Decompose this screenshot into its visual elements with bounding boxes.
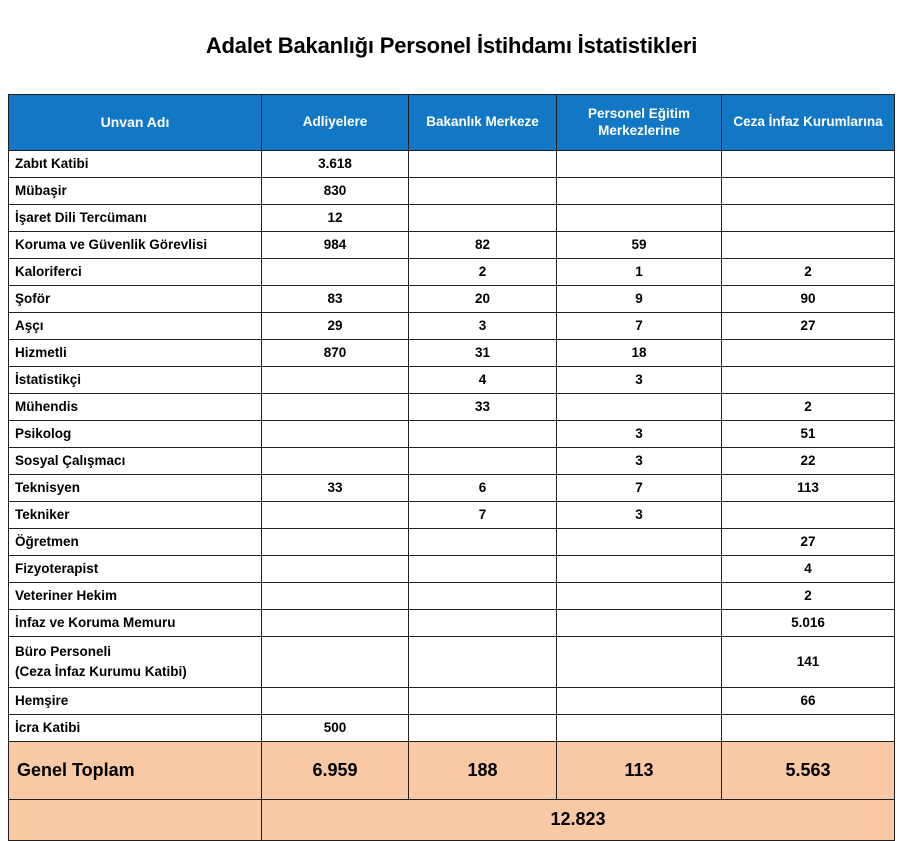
cell-adliyelere: 500	[262, 715, 409, 742]
cell-personel-egitim-merkezlerine	[557, 556, 722, 583]
cell-adliyelere: 830	[262, 178, 409, 205]
cell-bakanlik-merkeze	[409, 688, 557, 715]
table-row	[9, 529, 895, 556]
total-cell-personel-egitim-merkezlerine: 113	[557, 742, 722, 800]
cell-bakanlik-merkeze	[409, 178, 557, 205]
table-row	[9, 367, 895, 394]
cell-ceza-infaz-kurumlarina: 51	[722, 421, 895, 448]
cell-bakanlik-merkeze: 20	[409, 286, 557, 313]
column-header-line-2: Eğitim Merkezlerine	[598, 106, 691, 138]
table-row	[9, 340, 895, 367]
cell-bakanlik-merkeze	[409, 583, 557, 610]
cell-adliyelere	[262, 688, 409, 715]
column-header-line-2: Kurumlarına	[803, 114, 883, 130]
table-row	[9, 610, 895, 637]
cell-adliyelere	[262, 529, 409, 556]
table-row	[9, 205, 895, 232]
cell-adliyelere	[262, 259, 409, 286]
cell-personel-egitim-merkezlerine	[557, 583, 722, 610]
cell-adliyelere: 984	[262, 232, 409, 259]
cell-personel-egitim-merkezlerine	[557, 637, 722, 688]
cell-unvan-adi: Teknisyen	[9, 475, 262, 502]
cell-unvan-adi: Psikolog	[9, 421, 262, 448]
table-row	[9, 715, 895, 742]
cell-ceza-infaz-kurumlarina: 2	[722, 583, 895, 610]
cell-unvan-adi: İşaret Dili Tercümanı	[9, 205, 262, 232]
cell-label-line-1: Büro Personeli	[15, 644, 112, 660]
cell-personel-egitim-merkezlerine: 18	[557, 340, 722, 367]
cell-adliyelere	[262, 421, 409, 448]
cell-personel-egitim-merkezlerine	[557, 178, 722, 205]
cell-bakanlik-merkeze: 33	[409, 394, 557, 421]
personnel-statistics-table	[8, 94, 895, 841]
total-cell-bakanlik-merkeze: 188	[409, 742, 557, 800]
cell-bakanlik-merkeze	[409, 637, 557, 688]
cell-personel-egitim-merkezlerine: 7	[557, 313, 722, 340]
column-header-line-1: Personel	[587, 106, 645, 122]
page-title: Adalet Bakanlığı Personel İstihdamı İstatistikleri	[205, 33, 698, 58]
cell-bakanlik-merkeze	[409, 151, 557, 178]
table-row	[9, 688, 895, 715]
cell-adliyelere	[262, 367, 409, 394]
cell-personel-egitim-merkezlerine: 59	[557, 232, 722, 259]
cell-ceza-infaz-kurumlarina: 90	[722, 286, 895, 313]
cell-ceza-infaz-kurumlarina: 141	[722, 637, 895, 688]
cell-ceza-infaz-kurumlarina	[722, 151, 895, 178]
table-row	[9, 151, 895, 178]
table-row	[9, 286, 895, 313]
cell-personel-egitim-merkezlerine	[557, 688, 722, 715]
cell-unvan-adi: İnfaz ve Koruma Memuru	[9, 610, 262, 637]
column-header-ceza-infaz-kurumlarina	[722, 95, 895, 151]
cell-adliyelere: 33	[262, 475, 409, 502]
total-cell-ceza-infaz-kurumlarina: 5.563	[722, 742, 895, 800]
grand-total-blank-cell	[9, 800, 262, 841]
cell-bakanlik-merkeze	[409, 205, 557, 232]
table-row	[9, 421, 895, 448]
cell-adliyelere	[262, 448, 409, 475]
cell-ceza-infaz-kurumlarina	[722, 178, 895, 205]
statistics-table-container	[8, 94, 894, 841]
table-body	[9, 151, 895, 841]
total-row-label: Genel Toplam	[9, 742, 262, 800]
cell-bakanlik-merkeze: 2	[409, 259, 557, 286]
cell-bakanlik-merkeze	[409, 715, 557, 742]
cell-adliyelere	[262, 637, 409, 688]
cell-unvan-adi: İcra Katibi	[9, 715, 262, 742]
cell-adliyelere: 12	[262, 205, 409, 232]
cell-ceza-infaz-kurumlarina	[722, 367, 895, 394]
cell-personel-egitim-merkezlerine: 9	[557, 286, 722, 313]
cell-ceza-infaz-kurumlarina	[722, 205, 895, 232]
table-row	[9, 637, 895, 688]
table-row	[9, 556, 895, 583]
cell-adliyelere	[262, 502, 409, 529]
cell-bakanlik-merkeze	[409, 421, 557, 448]
cell-adliyelere: 870	[262, 340, 409, 367]
cell-personel-egitim-merkezlerine	[557, 394, 722, 421]
cell-ceza-infaz-kurumlarina	[722, 232, 895, 259]
cell-bakanlik-merkeze: 3	[409, 313, 557, 340]
cell-bakanlik-merkeze: 82	[409, 232, 557, 259]
cell-ceza-infaz-kurumlarina: 27	[722, 313, 895, 340]
cell-personel-egitim-merkezlerine	[557, 529, 722, 556]
cell-adliyelere	[262, 394, 409, 421]
cell-ceza-infaz-kurumlarina	[722, 340, 895, 367]
cell-bakanlik-merkeze: 7	[409, 502, 557, 529]
cell-ceza-infaz-kurumlarina	[722, 715, 895, 742]
cell-personel-egitim-merkezlerine: 1	[557, 259, 722, 286]
column-header-unvan-adi: Unvan Adı	[9, 95, 262, 151]
column-header-line-1: Ceza İnfaz	[733, 114, 800, 130]
cell-adliyelere	[262, 556, 409, 583]
cell-ceza-infaz-kurumlarina: 2	[722, 394, 895, 421]
cell-adliyelere: 83	[262, 286, 409, 313]
table-header-row	[9, 95, 895, 151]
cell-unvan-adi: Fizyoterapist	[9, 556, 262, 583]
cell-ceza-infaz-kurumlarina: 22	[722, 448, 895, 475]
cell-adliyelere	[262, 610, 409, 637]
cell-unvan-adi: Hemşire	[9, 688, 262, 715]
table-total-row	[9, 742, 895, 800]
column-header-adliyelere: Adliyelere	[262, 95, 409, 151]
table-row	[9, 475, 895, 502]
cell-personel-egitim-merkezlerine	[557, 715, 722, 742]
cell-adliyelere: 3.618	[262, 151, 409, 178]
cell-personel-egitim-merkezlerine	[557, 151, 722, 178]
cell-adliyelere	[262, 583, 409, 610]
cell-ceza-infaz-kurumlarina: 5.016	[722, 610, 895, 637]
cell-bakanlik-merkeze	[409, 610, 557, 637]
cell-unvan-adi: Sosyal Çalışmacı	[9, 448, 262, 475]
column-header-personel-egitim-merkezlerine	[557, 95, 722, 151]
cell-bakanlik-merkeze: 6	[409, 475, 557, 502]
cell-unvan-adi: Tekniker	[9, 502, 262, 529]
cell-unvan-adi: İstatistikçi	[9, 367, 262, 394]
cell-personel-egitim-merkezlerine: 3	[557, 502, 722, 529]
cell-unvan-adi: Koruma ve Güvenlik Görevlisi	[9, 232, 262, 259]
grand-total-value: 12.823	[262, 800, 895, 841]
cell-ceza-infaz-kurumlarina: 2	[722, 259, 895, 286]
cell-unvan-adi: Mühendis	[9, 394, 262, 421]
cell-unvan-adi: Veteriner Hekim	[9, 583, 262, 610]
cell-bakanlik-merkeze: 4	[409, 367, 557, 394]
cell-personel-egitim-merkezlerine	[557, 610, 722, 637]
table-grand-total-row	[9, 800, 895, 841]
table-row	[9, 583, 895, 610]
cell-unvan-adi: Hizmetli	[9, 340, 262, 367]
cell-bakanlik-merkeze	[409, 556, 557, 583]
table-row	[9, 313, 895, 340]
cell-bakanlik-merkeze: 31	[409, 340, 557, 367]
cell-personel-egitim-merkezlerine	[557, 205, 722, 232]
cell-bakanlik-merkeze	[409, 529, 557, 556]
cell-personel-egitim-merkezlerine: 3	[557, 367, 722, 394]
cell-ceza-infaz-kurumlarina	[722, 502, 895, 529]
cell-unvan-adi: Öğretmen	[9, 529, 262, 556]
table-row	[9, 259, 895, 286]
table-row	[9, 178, 895, 205]
cell-bakanlik-merkeze	[409, 448, 557, 475]
table-header	[9, 95, 895, 151]
table-row	[9, 394, 895, 421]
table-row	[9, 232, 895, 259]
cell-adliyelere: 29	[262, 313, 409, 340]
cell-unvan-adi	[9, 637, 262, 688]
cell-ceza-infaz-kurumlarina: 66	[722, 688, 895, 715]
cell-ceza-infaz-kurumlarina: 4	[722, 556, 895, 583]
cell-ceza-infaz-kurumlarina: 113	[722, 475, 895, 502]
total-cell-adliyelere: 6.959	[262, 742, 409, 800]
table-row	[9, 448, 895, 475]
cell-unvan-adi: Şoför	[9, 286, 262, 313]
cell-unvan-adi: Mübaşir	[9, 178, 262, 205]
table-row	[9, 502, 895, 529]
cell-unvan-adi: Kaloriferci	[9, 259, 262, 286]
cell-personel-egitim-merkezlerine: 3	[557, 448, 722, 475]
cell-personel-egitim-merkezlerine: 7	[557, 475, 722, 502]
cell-label-line-2: (Ceza İnfaz Kurumu Katibi)	[15, 664, 187, 679]
cell-personel-egitim-merkezlerine: 3	[557, 421, 722, 448]
column-header-bakanlik-merkeze: Bakanlık Merkeze	[409, 95, 557, 151]
cell-unvan-adi: Aşçı	[9, 313, 262, 340]
cell-ceza-infaz-kurumlarina: 27	[722, 529, 895, 556]
cell-unvan-adi: Zabıt Katibi	[9, 151, 262, 178]
